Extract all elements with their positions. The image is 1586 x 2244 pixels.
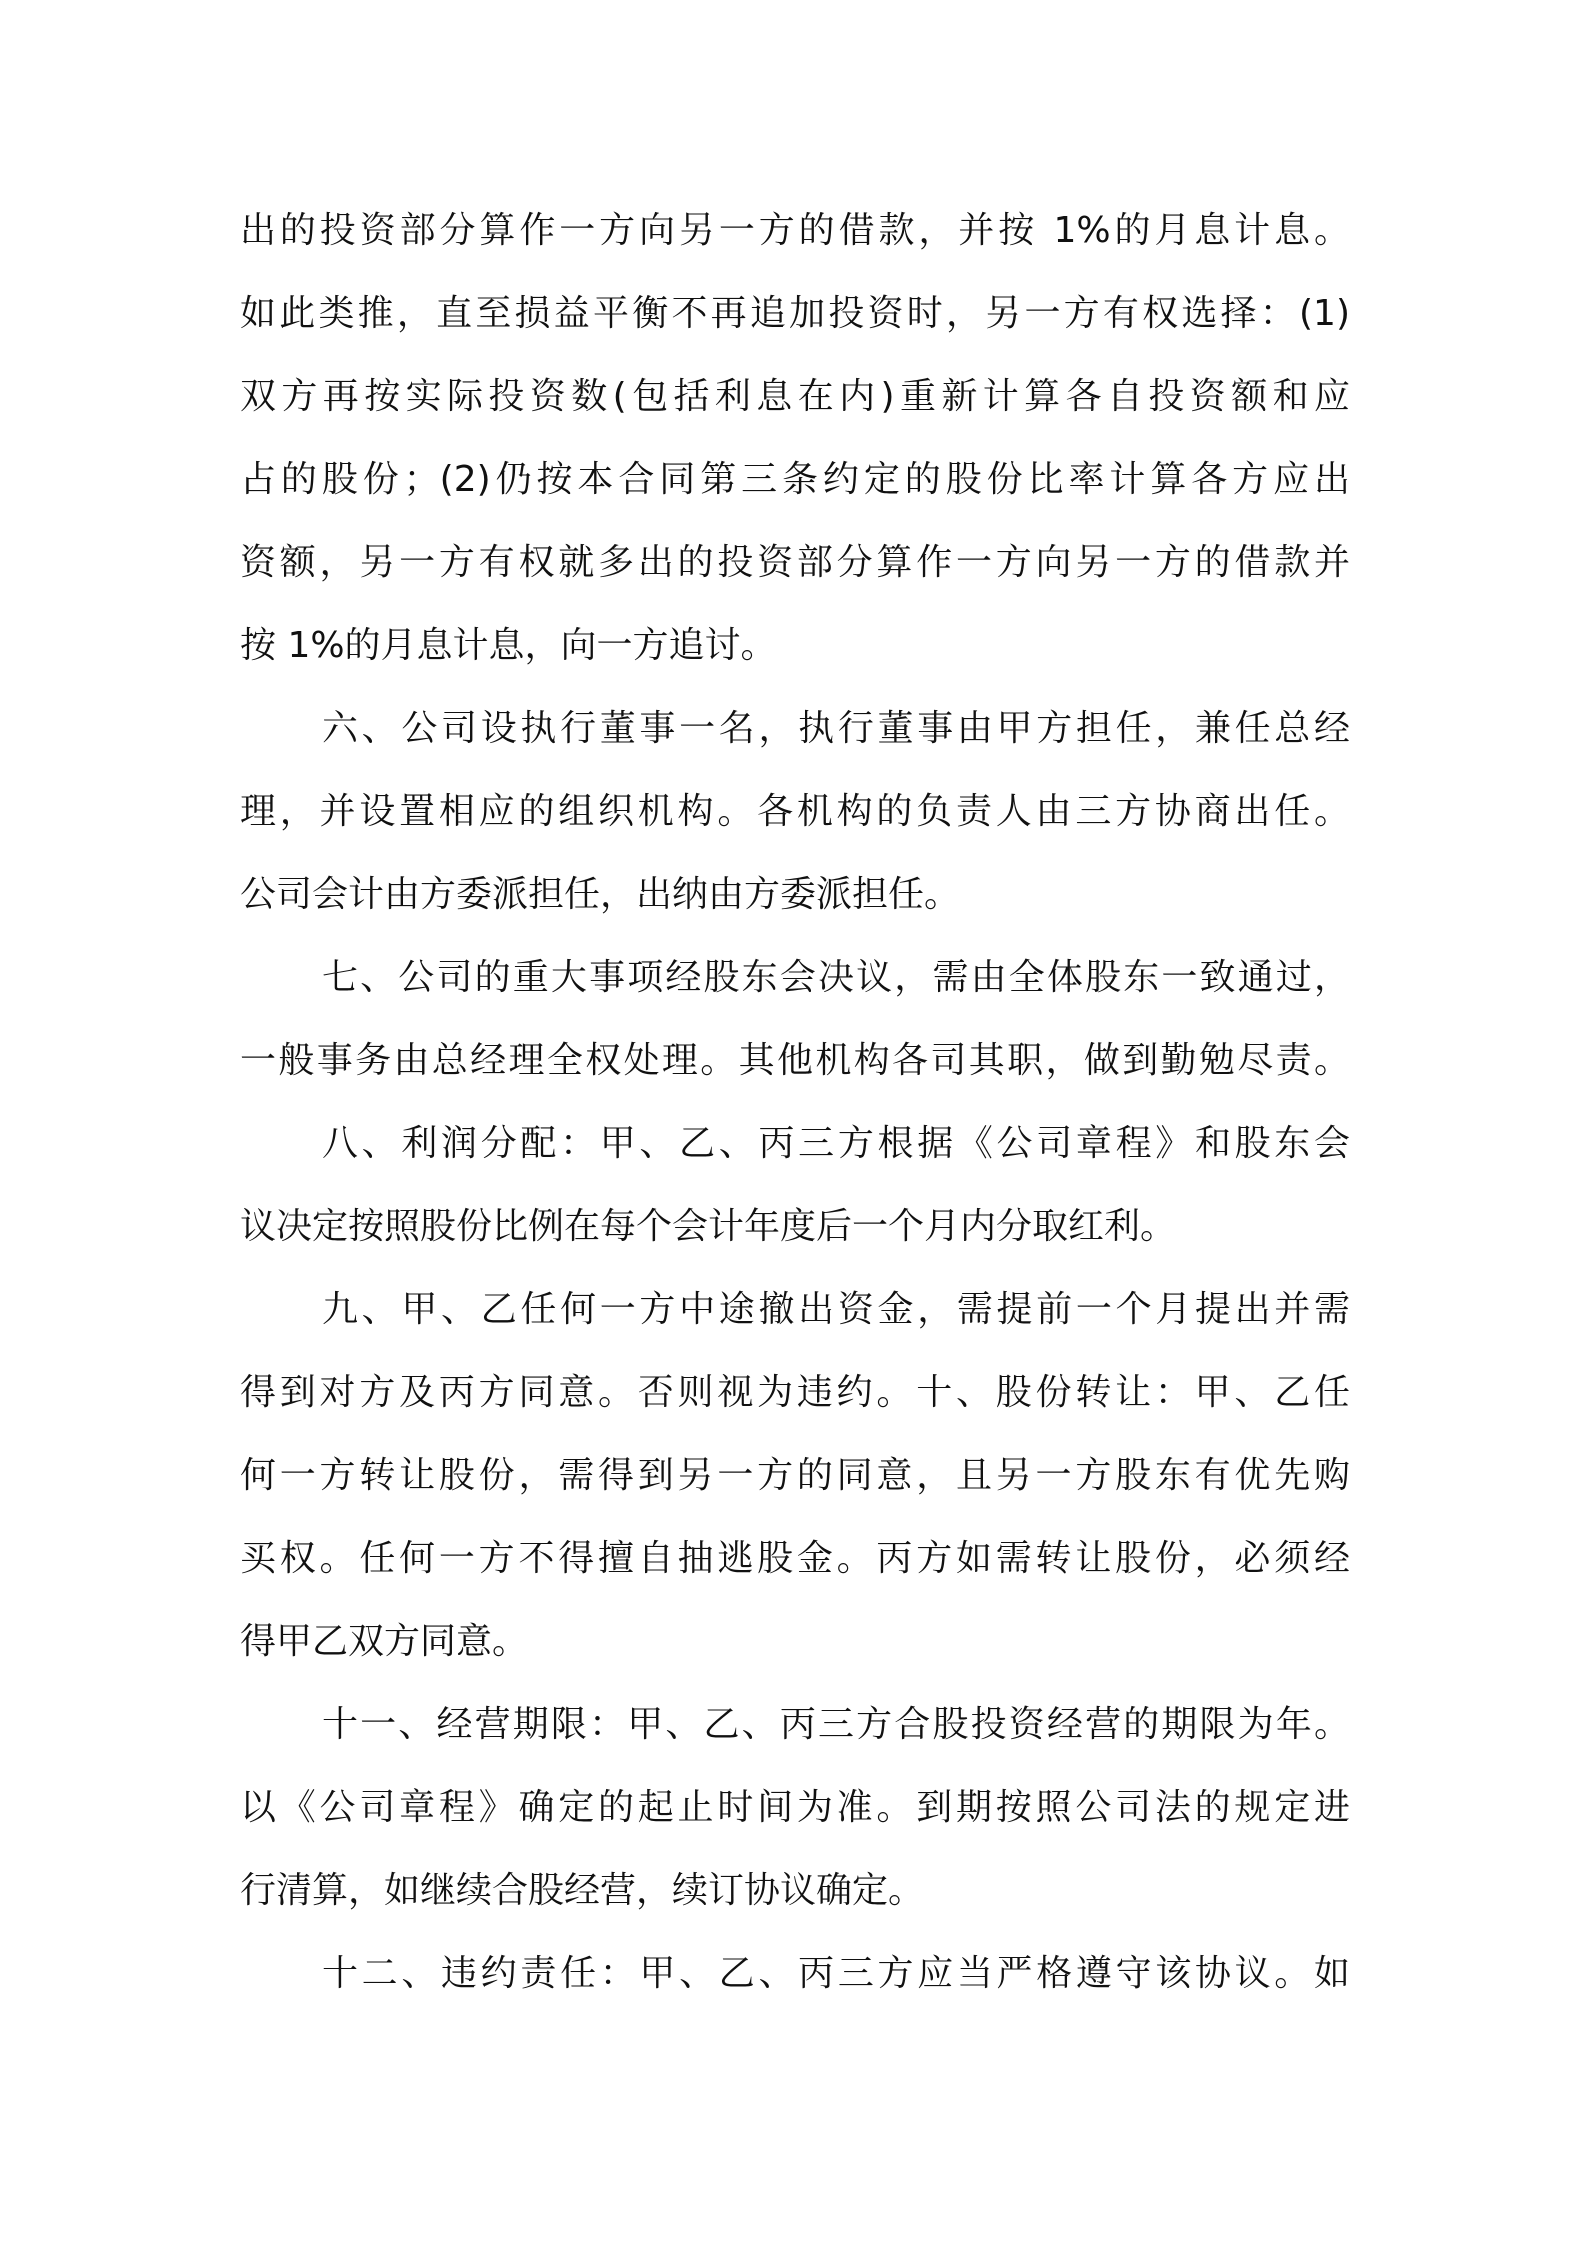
text-line: 买权。任何一方不得擅自抽逃股金。丙方如需转让股份，必须经 <box>240 1538 1350 1579</box>
paragraph-9-start: 九、甲、乙任何一方中途撤出资金，需提前一个月提出并需 <box>322 1289 1350 1330</box>
paragraph-6-start: 六、公司设执行董事一名，执行董事由甲方担任，兼任总经 <box>322 708 1350 749</box>
text-line: 以《公司章程》确定的起止时间为准。到期按照公司法的规定进 <box>240 1787 1350 1828</box>
paragraph-8-start: 八、利润分配：甲、乙、丙三方根据《公司章程》和股东会 <box>322 1123 1350 1164</box>
text-line: 得到对方及丙方同意。否则视为违约。十、股份转让：甲、乙任 <box>240 1372 1350 1413</box>
text-line: 议决定按照股份比例在每个会计年度后一个月内分取红利。 <box>240 1206 1177 1247</box>
paragraph-12-start: 十二、违约责任：甲、乙、丙三方应当严格遵守该协议。如 <box>322 1953 1350 1994</box>
text-line: 行清算，如继续合股经营，续订协议确定。 <box>240 1870 925 1911</box>
paragraph-7-start: 七、公司的重大事项经股东会决议，需由全体股东一致通过， <box>322 957 1350 998</box>
text-line: 占的股份；(2)仍按本合同第三条约定的股份比率计算各方应出 <box>240 459 1350 500</box>
text-line: 何一方转让股份，需得到另一方的同意，且另一方股东有优先购 <box>240 1455 1350 1496</box>
paragraph-11-start: 十一、经营期限：甲、乙、丙三方合股投资经营的期限为年。 <box>322 1704 1350 1745</box>
text-line: 双方再按实际投资数(包括利息在内)重新计算各自投资额和应 <box>240 376 1350 417</box>
text-line: 一般事务由总经理全权处理。其他机构各司其职，做到勤勉尽责。 <box>240 1040 1350 1081</box>
text-line: 得甲乙双方同意。 <box>240 1621 529 1662</box>
text-line: 出的投资部分算作一方向另一方的借款，并按 1%的月息计息。 <box>240 210 1350 251</box>
text-line: 理，并设置相应的组织机构。各机构的负责人由三方协商出任。 <box>240 791 1350 832</box>
document-body <box>240 189 1350 2015</box>
text-line: 资额，另一方有权就多出的投资部分算作一方向另一方的借款并 <box>240 542 1350 583</box>
text-line: 按 1%的月息计息，向一方追讨。 <box>240 625 777 666</box>
text-line: 如此类推，直至损益平衡不再追加投资时，另一方有权选择：(1) <box>240 293 1350 334</box>
text-line: 公司会计由方委派担任，出纳由方委派担任。 <box>240 874 961 915</box>
